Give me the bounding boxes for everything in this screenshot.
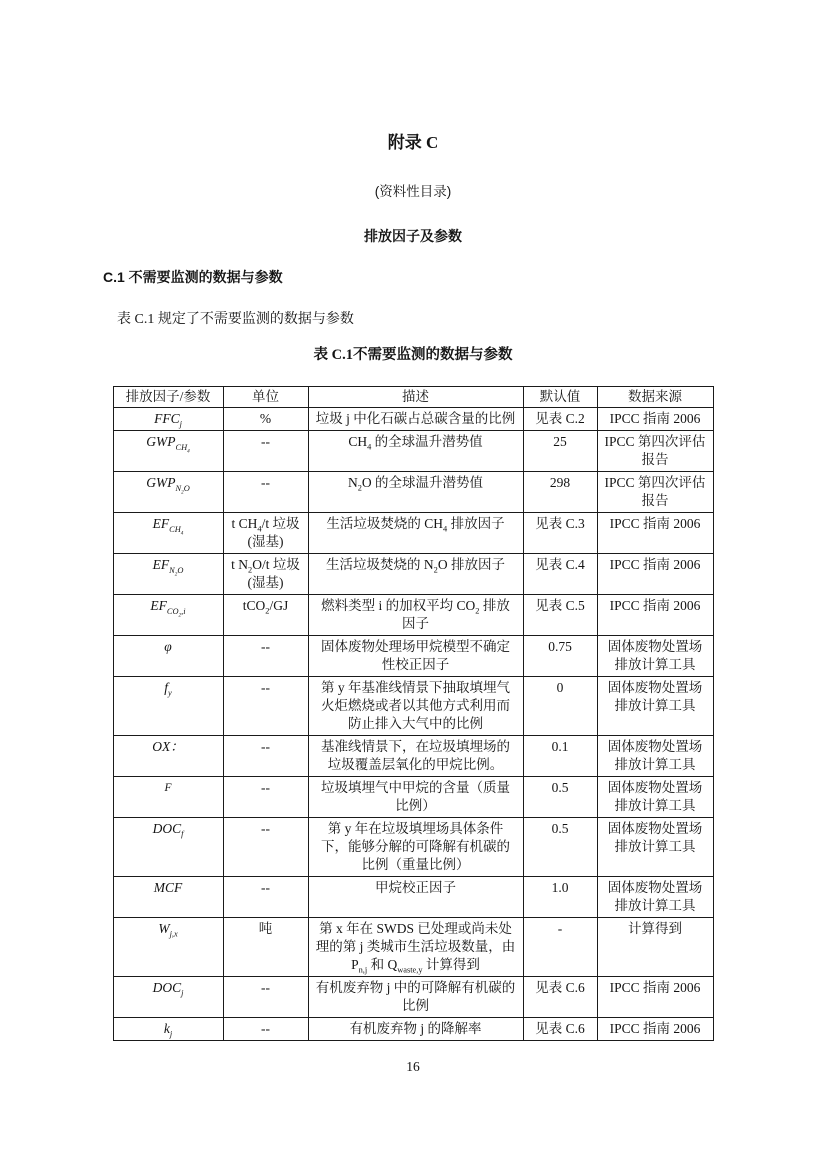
table-row: [113, 431, 713, 472]
desc-cell: $CH_4$ 的全球温升潜势值: [308, 431, 523, 472]
source-cell: IPCC 第四次评估报告: [597, 431, 713, 472]
appendix-subtitle: (资料性目录): [374, 184, 452, 199]
default-cell: 0.5: [523, 818, 597, 877]
param-cell: φ: [113, 636, 223, 677]
desc-cell: 固体废物处理场甲烷模型不确定性校正因子: [308, 636, 523, 677]
param-cell: $FFC_j$: [113, 408, 223, 431]
unit-cell: --: [223, 677, 308, 736]
source-cell: 固体废物处置场排放计算工具: [597, 636, 713, 677]
table-row: [113, 408, 713, 431]
param-cell: $GWP_{CH_4}$: [113, 431, 223, 472]
default-cell: 0.1: [523, 736, 597, 777]
default-cell: 0.75: [523, 636, 597, 677]
default-cell: -: [523, 918, 597, 977]
table-row: [113, 636, 713, 677]
table-row: [113, 736, 713, 777]
default-cell: 见表 C.4: [523, 554, 597, 595]
default-cell: 见表 C.6: [523, 1018, 597, 1041]
param-cell: $EF_{CH_4}$: [113, 513, 223, 554]
default-cell: 25: [523, 431, 597, 472]
default-cell: 见表 C.3: [523, 513, 597, 554]
param-cell: $k_j$: [113, 1018, 223, 1041]
desc-cell: 第 y 年基准线情景下抽取填埋气火炬燃烧或者以其他方式利用而防止排入大气中的比例: [308, 677, 523, 736]
col-header-default-value: 默认值: [523, 387, 597, 408]
unit-cell: --: [223, 636, 308, 677]
parameters-table-header: [113, 387, 713, 408]
desc-cell: 基准线情景下，在垃圾填埋场的垃圾覆盖层氧化的甲烷比例。: [308, 736, 523, 777]
unit-cell: --: [223, 877, 308, 918]
unit-cell: --: [223, 777, 308, 818]
page-number: 16: [406, 1059, 420, 1074]
appendix-title: 附录 C: [387, 133, 439, 152]
source-cell: 固体废物处置场排放计算工具: [597, 877, 713, 918]
source-cell: IPCC 指南 2006: [597, 408, 713, 431]
table-row: [113, 777, 713, 818]
desc-cell: $N_2O$ 的全球温升潜势值: [308, 472, 523, 513]
param-cell: OX：: [113, 736, 223, 777]
header-row: [113, 387, 713, 408]
default-cell: 0.5: [523, 777, 597, 818]
unit-cell: --: [223, 472, 308, 513]
desc-cell: 垃圾填埋气中甲烷的含量（质量比例）: [308, 777, 523, 818]
desc-cell: 生活垃圾焚烧的 $N_2O$ 排放因子: [308, 554, 523, 595]
table-row: [113, 677, 713, 736]
source-cell: 固体废物处置场排放计算工具: [597, 777, 713, 818]
default-cell: 见表 C.5: [523, 595, 597, 636]
table-row: [113, 513, 713, 554]
param-cell: F: [113, 777, 223, 818]
table-caption: 表 C.1不需要监测的数据与参数: [313, 347, 513, 363]
source-cell: 计算得到: [597, 918, 713, 977]
param-cell: $DOC_f$: [113, 818, 223, 877]
col-header-parameter: 排放因子/参数: [113, 387, 223, 408]
table-row: [113, 554, 713, 595]
desc-cell: 有机废弃物 j 的降解率: [308, 1018, 523, 1041]
unit-cell: --: [223, 431, 308, 472]
param-cell: $GWP_{N_2O}$: [113, 472, 223, 513]
default-cell: 1.0: [523, 877, 597, 918]
unit-cell: 吨: [223, 918, 308, 977]
section-c1-heading: C.1 不需要监测的数据与参数: [103, 269, 283, 285]
parameters-table-body: [113, 408, 713, 1041]
col-header-unit: 单位: [223, 387, 308, 408]
parameters-table: [113, 386, 714, 1041]
source-cell: 固体废物处置场排放计算工具: [597, 677, 713, 736]
param-cell: $W_{j,x}$: [113, 918, 223, 977]
unit-cell: --: [223, 818, 308, 877]
desc-cell: 燃料类型 i 的加权平均 $CO_2$ 排放因子: [308, 595, 523, 636]
table-row: [113, 818, 713, 877]
col-header-data-source: 数据来源: [597, 387, 713, 408]
param-cell: $f_y$: [113, 677, 223, 736]
table-row: [113, 595, 713, 636]
unit-cell: --: [223, 736, 308, 777]
default-cell: 见表 C.2: [523, 408, 597, 431]
unit-cell: --: [223, 977, 308, 1018]
source-cell: IPCC 指南 2006: [597, 1018, 713, 1041]
param-cell: $EF_{CO_2,i}$: [113, 595, 223, 636]
table-row: [113, 918, 713, 977]
table-row: [113, 977, 713, 1018]
intro-paragraph: 表 C.1 规定了不需要监测的数据与参数: [117, 312, 354, 327]
unit-cell: t $CH_4/t$ 垃圾(湿基): [223, 513, 308, 554]
desc-cell: 第 y 年在垃圾填埋场具体条件下，能够分解的可降解有机碳的比例（重量比例）: [308, 818, 523, 877]
col-header-description: 描述: [308, 387, 523, 408]
param-cell: $EF_{N_2O}$: [113, 554, 223, 595]
source-cell: 固体废物处置场排放计算工具: [597, 736, 713, 777]
default-cell: 见表 C.6: [523, 977, 597, 1018]
appendix-section-title: 排放因子及参数: [364, 228, 462, 244]
source-cell: IPCC 指南 2006: [597, 977, 713, 1018]
unit-cell: %: [223, 408, 308, 431]
source-cell: IPCC 指南 2006: [597, 595, 713, 636]
param-cell: $DOC_j$: [113, 977, 223, 1018]
desc-cell: 第 x 年在 SWDS 已处理或尚未处理的第 j 类城市生活垃圾数量，由 $P_{n,j}$ 和 $Q_{waste,y}$ 计算得到: [308, 918, 523, 977]
unit-cell: --: [223, 1018, 308, 1041]
desc-cell: 甲烷校正因子: [308, 877, 523, 918]
default-cell: 0: [523, 677, 597, 736]
source-cell: IPCC 指南 2006: [597, 513, 713, 554]
desc-cell: 垃圾 j 中化石碳占总碳含量的比例: [308, 408, 523, 431]
desc-cell: 有机废弃物 j 中的可降解有机碳的比例: [308, 977, 523, 1018]
table-row: [113, 472, 713, 513]
source-cell: 固体废物处置场排放计算工具: [597, 818, 713, 877]
param-cell: MCF: [113, 877, 223, 918]
unit-cell: tCO$_2$/GJ: [223, 595, 308, 636]
default-cell: 298: [523, 472, 597, 513]
source-cell: IPCC 第四次评估报告: [597, 472, 713, 513]
unit-cell: t $N_2O/t$ 垃圾(湿基): [223, 554, 308, 595]
table-row: [113, 1018, 713, 1041]
table-row: [113, 877, 713, 918]
source-cell: IPCC 指南 2006: [597, 554, 713, 595]
desc-cell: 生活垃圾焚烧的 $CH_4$ 排放因子: [308, 513, 523, 554]
